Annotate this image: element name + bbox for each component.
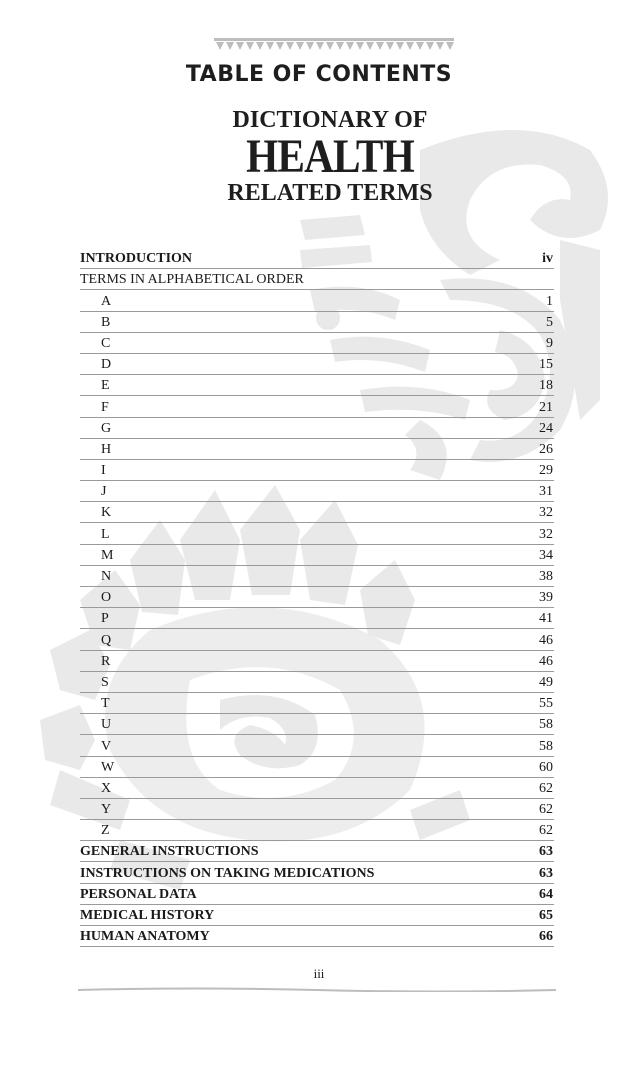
toc-entry-label: INTRODUCTION <box>80 251 193 267</box>
toc-entry-label: GENERAL INSTRUCTIONS <box>80 844 259 860</box>
toc-entry-label: P <box>101 611 109 627</box>
toc-entry[interactable] <box>80 333 554 354</box>
toc-entry[interactable] <box>80 672 554 693</box>
toc-entry-page: 39 <box>539 590 553 606</box>
toc-entry-label: T <box>101 696 110 712</box>
toc-entry-page: 58 <box>539 738 553 754</box>
toc-entry[interactable] <box>80 439 554 460</box>
toc-entry[interactable] <box>80 481 554 502</box>
toc-entry-page: 31 <box>539 484 553 500</box>
toc-entry-label: C <box>101 335 111 351</box>
toc-entry[interactable] <box>80 312 554 333</box>
toc-entry-page: 32 <box>539 526 553 542</box>
toc-entry[interactable] <box>80 587 554 608</box>
toc-entry-label: J <box>101 484 107 500</box>
toc-entry-label: B <box>101 314 111 330</box>
page-heading: TABLE OF CONTENTS <box>185 62 453 87</box>
toc-entry[interactable] <box>80 651 554 672</box>
book-title <box>195 106 465 206</box>
toc-entry[interactable] <box>80 290 554 311</box>
toc-entry-label: L <box>101 526 110 542</box>
toc-entry-label: F <box>101 399 109 415</box>
toc-entry-page: 46 <box>539 632 553 648</box>
table-of-contents <box>80 248 554 947</box>
toc-entry[interactable] <box>80 502 554 523</box>
toc-entry-page: 5 <box>546 314 553 330</box>
toc-entry[interactable] <box>80 757 554 778</box>
toc-entry-page: 63 <box>539 844 553 860</box>
toc-entry-page: 15 <box>539 357 553 373</box>
toc-entry-label: H <box>101 441 112 457</box>
toc-entry-label: W <box>101 759 115 775</box>
toc-entry[interactable] <box>80 884 554 905</box>
toc-entry[interactable] <box>80 418 554 439</box>
page-number: iii <box>313 966 325 981</box>
toc-entry-label: Y <box>101 802 112 818</box>
toc-entry-page: 34 <box>539 547 553 563</box>
toc-entry-page: 58 <box>539 717 553 733</box>
toc-entry-label: M <box>101 547 114 563</box>
toc-entry-page: 62 <box>539 780 553 796</box>
toc-entry[interactable] <box>80 545 554 566</box>
toc-entry[interactable] <box>80 693 554 714</box>
toc-entry-label: N <box>101 569 112 584</box>
toc-entry[interactable] <box>80 354 554 375</box>
toc-entry-page: 63 <box>539 865 553 881</box>
toc-entry[interactable] <box>80 566 554 587</box>
toc-entry[interactable] <box>80 460 554 481</box>
toc-entry-label: HUMAN ANATOMY <box>80 929 210 945</box>
toc-entry-label: X <box>101 780 112 796</box>
toc-entry[interactable] <box>80 396 554 417</box>
toc-entry-label: Q <box>101 632 112 648</box>
toc-entry-label: INSTRUCTIONS ON TAKING MEDICATIONS <box>80 865 375 881</box>
toc-entry[interactable] <box>80 799 554 820</box>
toc-entry-label: Z <box>101 823 110 839</box>
toc-entry[interactable] <box>80 375 554 396</box>
toc-entry-page: 24 <box>539 420 553 436</box>
book-title-line-2: HEALTH <box>246 130 414 183</box>
toc-entry-label: D <box>101 357 112 373</box>
toc-entry-label: TERMS IN ALPHABETICAL ORDER <box>80 272 304 288</box>
toc-entry-page: 26 <box>539 441 553 457</box>
toc-entry-label: MEDICAL HISTORY <box>80 908 215 923</box>
toc-entry-label: G <box>101 420 112 436</box>
toc-entry[interactable] <box>80 735 554 756</box>
toc-entry-page: 29 <box>539 463 553 479</box>
toc-entry[interactable] <box>80 841 554 862</box>
toc-entry[interactable] <box>80 820 554 841</box>
toc-entry-label: O <box>101 590 112 606</box>
toc-entry-page: 1 <box>546 293 553 309</box>
top-ornament <box>214 38 454 52</box>
toc-entry-page: 21 <box>539 399 553 415</box>
toc-entry[interactable] <box>80 608 554 629</box>
book-title-line-3: RELATED TERMS <box>227 180 433 206</box>
toc-entry-page: 9 <box>546 335 553 351</box>
toc-entry-page: 65 <box>539 908 553 923</box>
toc-entry[interactable] <box>80 905 554 926</box>
toc-entry-label: U <box>101 717 112 733</box>
toc-entry-page: iv <box>542 251 553 267</box>
toc-entry[interactable] <box>80 926 554 947</box>
toc-entry[interactable] <box>80 629 554 650</box>
toc-entry-label: I <box>101 463 106 479</box>
toc-entry-page: 18 <box>539 378 553 394</box>
toc-entry-page: 62 <box>539 802 553 818</box>
toc-entry-page: 46 <box>539 653 553 669</box>
toc-entry-page: 62 <box>539 823 553 839</box>
toc-entry-page: 38 <box>539 569 553 584</box>
toc-entry-label: PERSONAL DATA <box>80 886 197 902</box>
toc-entry[interactable] <box>80 714 554 735</box>
toc-entry-label: V <box>101 738 112 754</box>
toc-entry-label: S <box>101 674 109 690</box>
toc-entry-page: 64 <box>539 886 553 902</box>
toc-entry-page: 60 <box>539 759 553 775</box>
toc-entry-page: 32 <box>539 505 553 521</box>
book-title-line-1: DICTIONARY OF <box>232 107 428 133</box>
toc-entry-page: 66 <box>539 929 553 945</box>
bottom-ornament-rule <box>78 986 556 992</box>
toc-entry[interactable] <box>80 862 554 883</box>
toc-entry-label: E <box>101 378 110 394</box>
toc-entry-page: 55 <box>539 696 553 712</box>
toc-entry-page: 41 <box>539 611 553 627</box>
toc-entry-page: 49 <box>539 674 553 690</box>
toc-entry[interactable] <box>80 523 554 544</box>
toc-entry-label: K <box>101 505 112 521</box>
toc-entry[interactable] <box>80 778 554 799</box>
toc-entry-label: R <box>101 653 111 669</box>
toc-entry-label: A <box>101 293 112 309</box>
toc-entry[interactable] <box>80 248 554 269</box>
toc-entry[interactable] <box>80 269 554 290</box>
